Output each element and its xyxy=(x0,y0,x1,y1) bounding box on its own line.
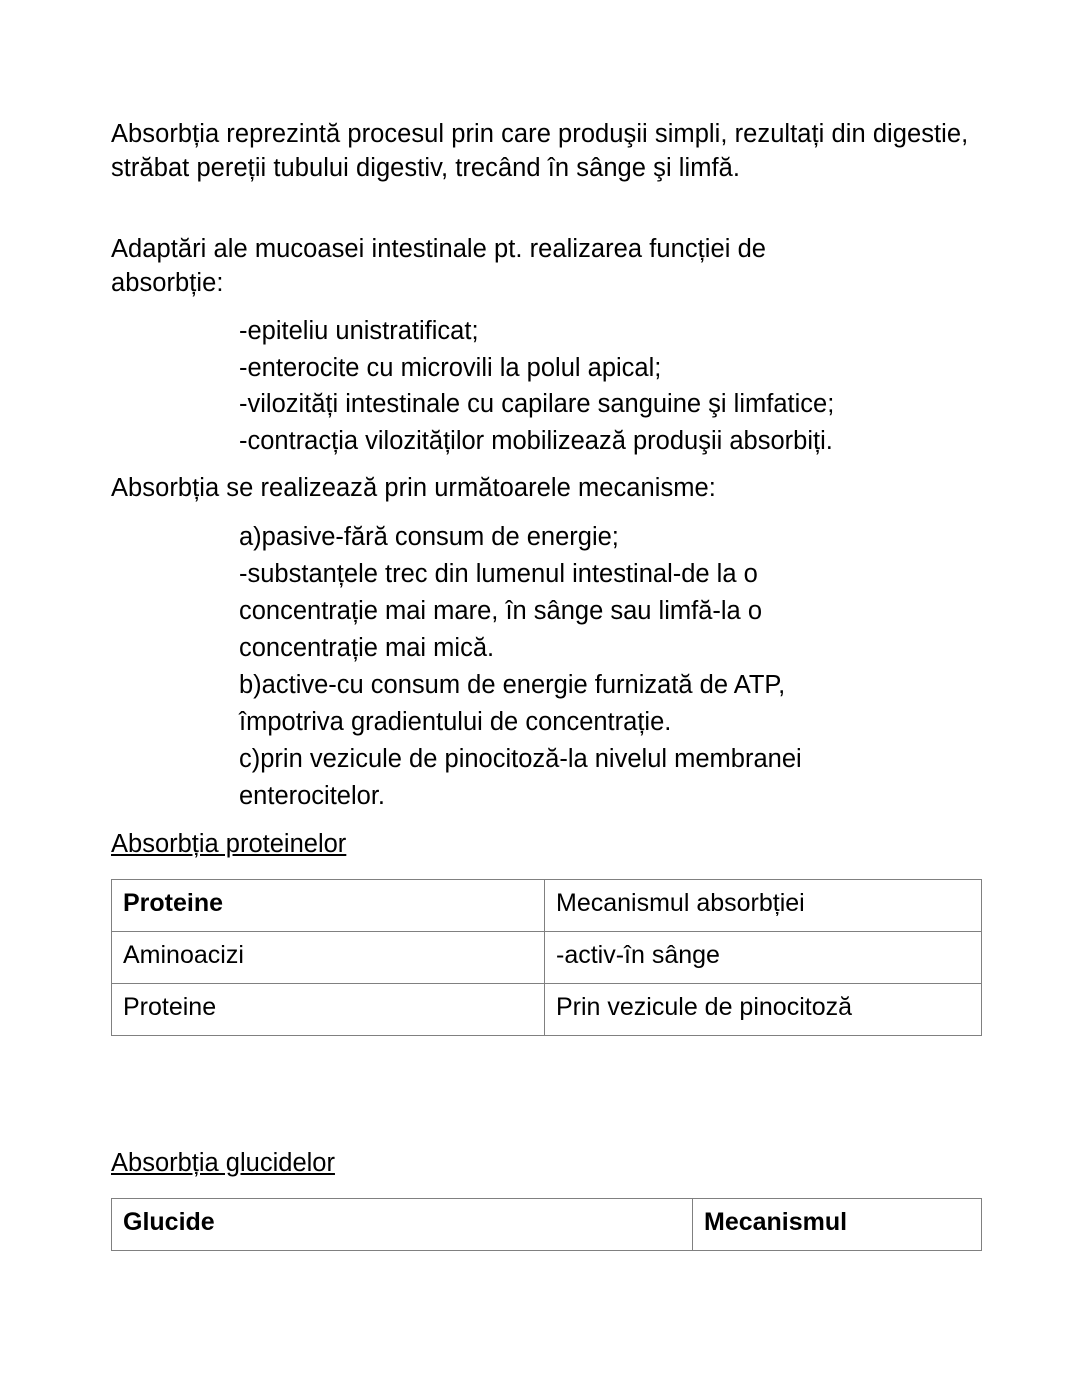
table-cell: Prin vezicule de pinocitoză xyxy=(545,983,982,1035)
table-header-cell: Proteine xyxy=(112,879,545,931)
document-content xyxy=(111,118,991,1251)
spacer xyxy=(111,185,991,233)
mechanisms-lead: Absorbția se realizează prin următoarele mecanisme: xyxy=(111,474,716,502)
table-cell: Aminoacizi xyxy=(112,931,545,983)
spacer xyxy=(111,861,991,879)
adaptations-list xyxy=(239,313,991,459)
proteins-table xyxy=(111,879,982,1036)
table-header-cell: Mecanismul xyxy=(693,1198,982,1250)
list-item: a)pasive-fără consum de energie; xyxy=(239,522,619,551)
proteins-heading-wrap xyxy=(111,828,991,861)
table-row xyxy=(112,983,982,1035)
list-item: -epiteliu unistratificat; xyxy=(239,317,479,345)
table-cell: Proteine xyxy=(112,983,545,1035)
mechanisms-list xyxy=(239,519,839,815)
spacer xyxy=(111,506,991,519)
list-item: -enterocite cu microvili la polul apical; xyxy=(239,353,662,382)
spacer xyxy=(111,1180,991,1198)
table-row xyxy=(112,931,982,983)
glucides-section-heading: Absorbția glucidelor xyxy=(111,1148,335,1177)
list-item: b)active-cu consum de energie furnizată de ATP, împotriva gradientului de concentrație. xyxy=(239,670,786,736)
list-item: -contracția vilozităților mobilizează produşii absorbiți. xyxy=(239,426,833,455)
table-header-cell: Mecanismul absorbției xyxy=(545,879,982,931)
table-header-cell: Glucide xyxy=(112,1198,693,1250)
table-header-row xyxy=(112,879,982,931)
spacer xyxy=(111,459,991,472)
table-cell: -activ-în sânge xyxy=(545,931,982,983)
table-header-row xyxy=(112,1198,982,1250)
proteins-section-heading: Absorbția proteinelor xyxy=(111,829,347,858)
glucides-table xyxy=(111,1198,982,1251)
spacer xyxy=(111,1036,991,1147)
adaptations-lead: Adaptări ale mucoasei intestinale pt. realizarea funcției de absorbție: xyxy=(111,235,767,297)
intro-paragraph: Absorbția reprezintă procesul prin care produşii simpli, rezultați din digestie, străbat pereții tubului digestiv, trecând în sânge şi limfă. xyxy=(111,120,969,182)
list-item: -vilozități intestinale cu capilare sanguine şi limfatice; xyxy=(239,390,835,418)
glucides-heading-wrap xyxy=(111,1147,991,1180)
spacer xyxy=(111,815,991,828)
list-item: -substanțele trec din lumenul intestinal-de la o concentrație mai mare, în sânge sau limfă-la o concentrație mai mică. xyxy=(239,559,762,662)
list-item: c)prin vezicule de pinocitoză-la nivelul membranei enterocitelor. xyxy=(239,744,802,810)
spacer xyxy=(111,300,991,313)
